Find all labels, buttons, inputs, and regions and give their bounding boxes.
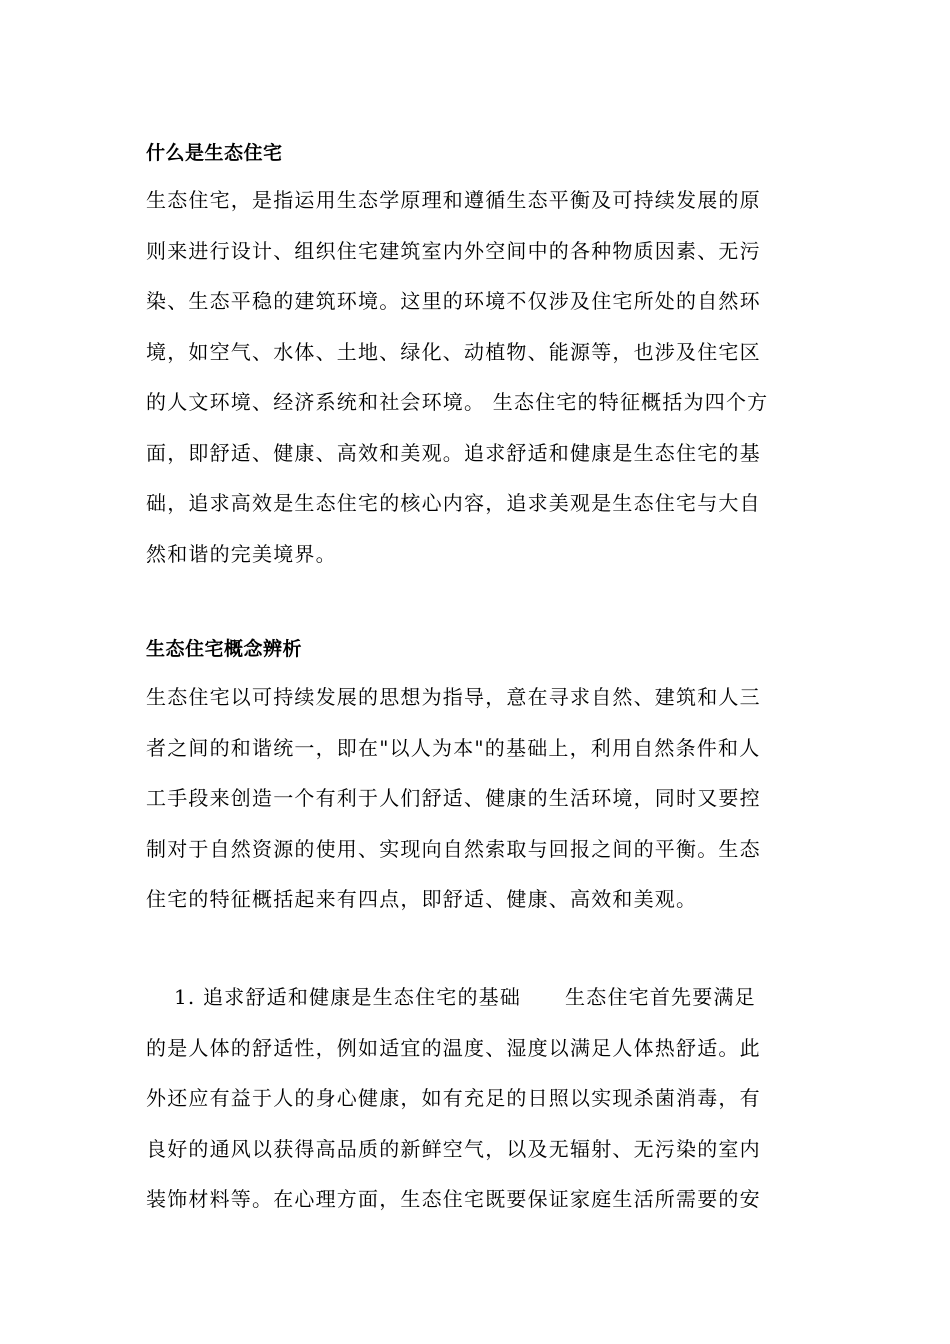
section-heading-concept-analysis: 生态住宅概念辨析 [146, 638, 303, 660]
paragraph-line: 良好的通风以获得高品质的新鲜空气，以及无辐射、无污染的室内 [146, 1136, 761, 1161]
paragraph-line: 外还应有益于人的身心健康，如有充足的日照以实现杀菌消毒，有 [146, 1086, 761, 1110]
list-number: 1. [174, 985, 196, 1009]
paragraph-line: 制对于自然资源的使用、实现向自然索取与回报之间的平衡。生态 [146, 836, 761, 861]
section-paragraph-concept [146, 672, 806, 925]
paragraph-line: 的是人体的舒适性，例如适宜的温度、湿度以满足人体热舒适。此 [146, 1035, 761, 1060]
paragraph-line: 境，如空气、水体、土地、绿化、动植物、能源等，也涉及住宅区 [146, 339, 761, 364]
paragraph-line: 然和谐的完美境界。 [146, 541, 337, 566]
paragraph-line: 生态住宅，是指运用生态学原理和遵循生态平衡及可持续发展的原 [146, 188, 761, 212]
paragraph-line: 面，即舒适、健康、高效和美观。追求舒适和健康是生态住宅的基 [146, 440, 761, 465]
paragraph-line: 则来进行设计、组织住宅建筑室内外空间中的各种物质因素、无污 [146, 238, 761, 263]
paragraph-line: 住宅的特征概括起来有四点，即舒适、健康、高效和美观。 [146, 887, 698, 911]
section-paragraph-point-1 [146, 972, 806, 1225]
list-item-text: 生态住宅首先要满足 [565, 985, 756, 1009]
numbered-item-first-line [146, 972, 806, 1023]
paragraph-line: 者之间的和谐统一，即在"以人为本"的基础上，利用自然条件和人 [146, 735, 761, 760]
paragraph-line: 础，追求高效是生态住宅的核心内容，追求美观是生态住宅与大自 [146, 491, 761, 515]
paragraph-line: 装饰材料等。在心理方面，生态住宅既要保证家庭生活所需要的安 [146, 1187, 761, 1211]
section-heading-what-is-eco-housing: 什么是生态住宅 [146, 142, 283, 164]
section-paragraph-definition [146, 175, 806, 579]
list-item-title: 追求舒适和健康是生态住宅的基础 [203, 985, 522, 1009]
paragraph-line: 工手段来创造一个有利于人们舒适、健康的生活环境，同时又要控 [146, 786, 761, 810]
paragraph-line: 的人文环境、经济系统和社会环境。 生态住宅的特征概括为四个方 [146, 390, 769, 414]
paragraph-line: 染、生态平稳的建筑环境。这里的环境不仅涉及住宅所处的自然环 [146, 289, 761, 313]
paragraph-line: 生态住宅以可持续发展的思想为指导，意在寻求自然、建筑和人三 [146, 685, 761, 709]
